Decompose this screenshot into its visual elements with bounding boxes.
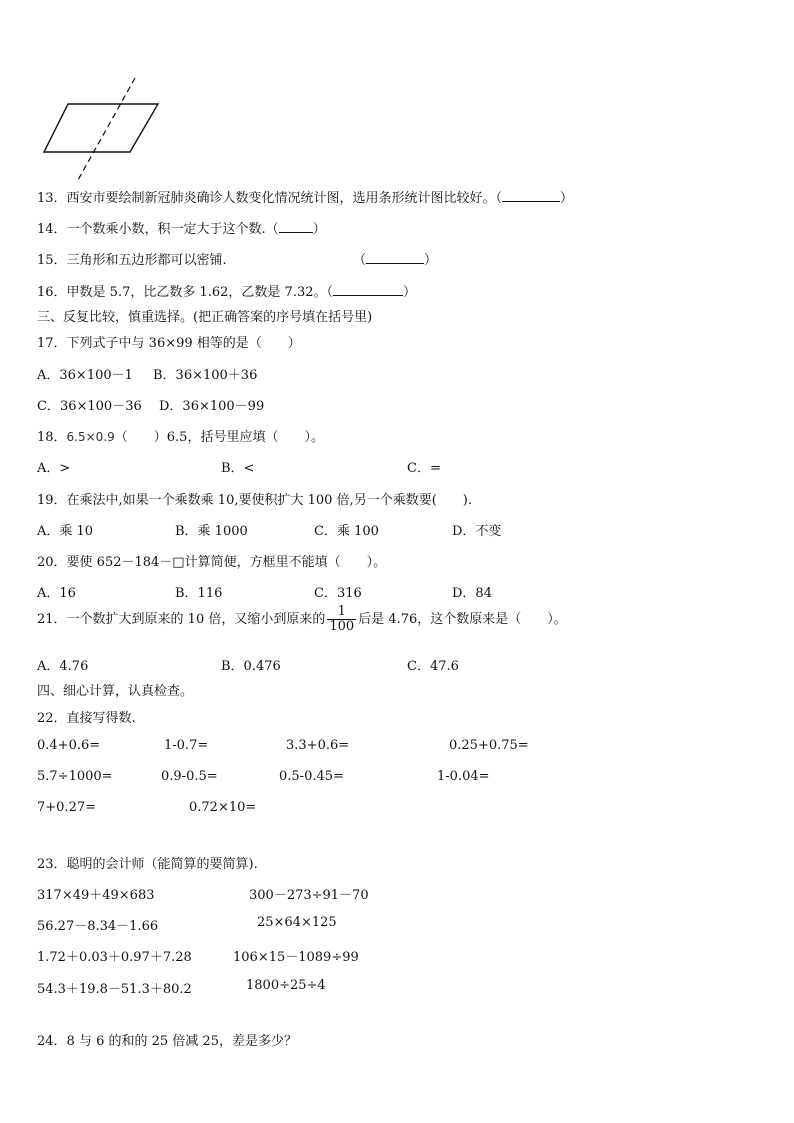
calc-item: 0.72×10= (189, 800, 257, 815)
calc-item: 56.27－8.34－1.66 (37, 919, 159, 934)
section-4-heading: 四、细心计算，认真检查。 (37, 684, 194, 699)
question-18 (37, 426, 324, 445)
calc-item: 1.72＋0.03＋0.97＋7.28 (37, 950, 192, 965)
question-16 (37, 281, 416, 300)
question-14-text: 14．一个数乘小数，积一定大于这个数.（ (37, 222, 279, 237)
calc-item: 54.3＋19.8－51.3＋80.2 (37, 982, 192, 997)
q18-option-c[interactable]: C．= (407, 461, 441, 476)
question-23-title: 23．聪明的会计师（能简算的要简算). (37, 857, 258, 872)
fraction-denominator: 100 (329, 619, 355, 634)
question-13-text: 13．西安市要绘制新冠肺炎确诊人数变化情况统计图，选用条形统计图比较好。（ (37, 191, 503, 206)
q17-option-c[interactable]: C．36×100－36 (37, 399, 142, 414)
calc-item: 300－273÷91－70 (249, 888, 369, 903)
q17-option-b[interactable]: B．36×100＋36 (153, 368, 258, 383)
q21-option-a[interactable]: A．4.76 (37, 659, 89, 674)
answer-blank[interactable] (279, 220, 313, 233)
question-21 (37, 605, 567, 634)
q20-option-d[interactable]: D．84 (452, 586, 492, 601)
calc-item: 0.5-0.45= (279, 769, 344, 784)
q19-option-a[interactable]: A．乘 10 (37, 524, 94, 539)
question-15-open: （ (353, 253, 367, 268)
question-15 (37, 249, 227, 268)
calc-item: 0.4+0.6= (37, 738, 101, 753)
question-17: 17．下列式子中与 36×99 相等的是（ ） (37, 336, 301, 351)
calc-item: 106×15－1089÷99 (233, 950, 359, 965)
calc-item: 0.9-0.5= (161, 769, 218, 784)
fraction-one-hundredth (327, 605, 356, 634)
q19-option-c[interactable]: C．乘 100 (314, 524, 379, 539)
question-21-text-before: 21．一个数扩大到原来的 10 倍，又缩小到原来的 (37, 612, 326, 627)
calc-item: 25×64×125 (257, 915, 337, 930)
question-15-text: 15．三角形和五边形都可以密铺. (37, 253, 227, 268)
question-13 (37, 187, 573, 206)
q18-option-b[interactable]: B．< (221, 461, 255, 476)
question-19: 19．在乘法中,如果一个乘数乘 10,要使积扩大 100 倍,另一个乘数要( ). (37, 493, 472, 508)
q19-option-d[interactable]: D．不变 (452, 524, 502, 539)
question-14 (37, 218, 326, 237)
question-24: 24．8 与 6 的和的 25 倍减 25，差是多少？ (37, 1034, 297, 1049)
question-18-text: （ ）6.5，括号里应填（ ）。 (114, 430, 324, 445)
calc-item: 1-0.04= (437, 769, 490, 784)
question-13-close: ） (560, 191, 574, 206)
question-18-expression: 6.5×0.9 (66, 430, 115, 444)
question-16-close: ） (403, 285, 417, 300)
calc-item: 0.25+0.75= (449, 738, 529, 753)
question-21-text-after: 后是 4.76，这个数原来是（ ）。 (358, 612, 567, 627)
section-3-heading: 三、反复比较，慎重选择。(把正确答案的序号填在括号里) (37, 310, 373, 325)
question-20: 20．要使 652－184－□计算简便，方框里不能填（ ）。 (37, 555, 387, 570)
calc-item: 317×49＋49×683 (37, 888, 155, 903)
q21-option-c[interactable]: C．47.6 (407, 659, 459, 674)
question-22-title: 22．直接写得数. (37, 711, 136, 726)
q20-option-c[interactable]: C．316 (314, 586, 362, 601)
question-18-number: 18． (37, 430, 67, 445)
calc-item: 1800÷25÷4 (246, 978, 326, 993)
q17-option-a[interactable]: A．36×100－1 (37, 368, 133, 383)
q19-option-b[interactable]: B．乘 1000 (175, 524, 248, 539)
q18-option-a[interactable]: A．> (37, 461, 71, 476)
q17-option-d[interactable]: D．36×100－99 (159, 399, 265, 414)
question-15-close: ） (424, 253, 438, 268)
question-15-answer (353, 249, 437, 268)
parallelogram-figure (30, 70, 170, 185)
answer-blank[interactable] (502, 189, 560, 202)
question-16-text: 16．甲数是 5.7，比乙数多 1.62，乙数是 7.32。（ (37, 285, 334, 300)
calc-item: 1-0.7= (164, 738, 209, 753)
calc-item: 3.3+0.6= (286, 738, 350, 753)
q21-option-b[interactable]: B．0.476 (221, 659, 281, 674)
q20-option-a[interactable]: A．16 (37, 586, 76, 601)
question-14-close: ） (312, 222, 326, 237)
answer-blank[interactable] (333, 283, 403, 296)
q20-option-b[interactable]: B．116 (175, 586, 223, 601)
answer-blank[interactable] (366, 251, 424, 264)
fraction-numerator: 1 (327, 605, 356, 620)
calc-item: 5.7÷1000= (37, 769, 113, 784)
calc-item: 7+0.27= (37, 800, 97, 815)
